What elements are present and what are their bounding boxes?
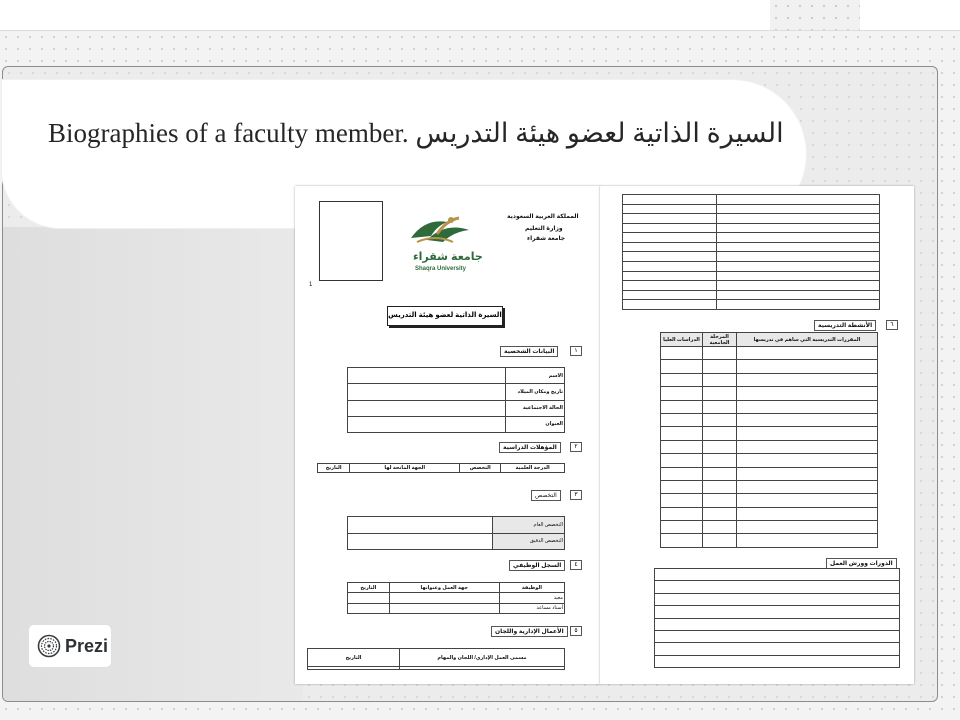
col-date: التاريخ: [318, 464, 350, 473]
col-position: الوظيفة: [499, 583, 564, 593]
col-employer: جهة العمل وعنوانها: [389, 583, 499, 593]
prezi-logo-icon: [37, 634, 61, 658]
col-admin-title: مسمى العمل الإداري/ اللجان والمهام: [400, 649, 565, 667]
row-general-specialty: التخصص العام: [493, 517, 565, 534]
col-postgraduate: الدراسات العليا: [661, 333, 703, 347]
row-demonstrator: معيد: [499, 593, 564, 603]
section-3-number: ٣: [570, 490, 582, 500]
specialty-table: [347, 516, 565, 550]
prezi-badge[interactable]: [28, 624, 112, 668]
personal-data-table: [347, 367, 565, 433]
university-name-en: Shaqra University: [415, 266, 467, 272]
slide-title: Biographies of a faculty member. السيرة الذاتية لعضو هيئة التدريس: [48, 118, 784, 148]
courses-workshops-table: [654, 568, 900, 668]
section-1-label: البيانات الشخصية: [500, 346, 558, 357]
document-page-2: [600, 186, 914, 684]
header-line-1: المملكة العربية السعودية: [507, 214, 579, 220]
row-marital: الحالة الاجتماعية: [506, 400, 565, 416]
col-specialty: التخصص: [460, 464, 501, 473]
row-precise-specialty: التخصص الدقيق: [493, 533, 565, 550]
document-title-box: [387, 306, 503, 326]
col-granting-body: الجهة المانحة لها: [350, 464, 460, 473]
row-address: العنوان: [506, 416, 565, 432]
section-6-number: ٦: [886, 320, 898, 330]
header-line-3: جامعة شقراء: [527, 236, 566, 242]
section-7-label: الدورات وورش العمل: [826, 558, 897, 569]
continuation-table: [622, 194, 880, 310]
qualifications-table: [317, 463, 565, 473]
section-5-label: الأعمال الإدارية واللجان: [491, 626, 568, 637]
university-logo-icon: [407, 212, 473, 252]
header-line-2: وزارة التعليم: [525, 226, 563, 232]
row-name: الاسم: [506, 368, 565, 384]
row-birth: تاريخ ومكان الميلاد: [506, 384, 565, 400]
section-2-label: المؤهلات الدراسية: [499, 442, 561, 453]
university-name-ar: جامعة شقراء: [413, 251, 483, 263]
teaching-table: [660, 332, 878, 548]
photo-placeholder: [319, 201, 383, 281]
section-6-label: الأنشطة التدريسية: [814, 320, 876, 331]
section-1-number: ١: [570, 346, 582, 356]
top-right-tile: [770, 0, 860, 30]
col-emp-date: التاريخ: [348, 583, 390, 593]
prezi-wordmark: Prezi: [65, 635, 109, 656]
section-4-label: السجل الوظيفي: [509, 560, 565, 571]
section-3-label: التخصص: [531, 490, 561, 501]
col-undergraduate: المرحلة الجامعية: [703, 333, 737, 347]
section-4-number: ٤: [570, 560, 582, 570]
document-title: السيرة الذاتية لعضو هيئة التدريس: [388, 312, 502, 319]
administrative-table: [307, 648, 565, 670]
section-5-number: ٥: [570, 626, 582, 636]
col-courses: المقررات التدريسية التي ساهم في تدريسها: [737, 333, 878, 347]
document-page-1: [295, 186, 601, 684]
row-assistant-professor: أستاذ مساعد: [499, 603, 564, 613]
col-admin-date: التاريخ: [308, 649, 400, 667]
employment-table: [347, 582, 565, 614]
page-marker: 1: [309, 282, 313, 288]
col-degree: الدرجة العلمية: [501, 464, 565, 473]
section-2-number: ٢: [570, 442, 582, 452]
